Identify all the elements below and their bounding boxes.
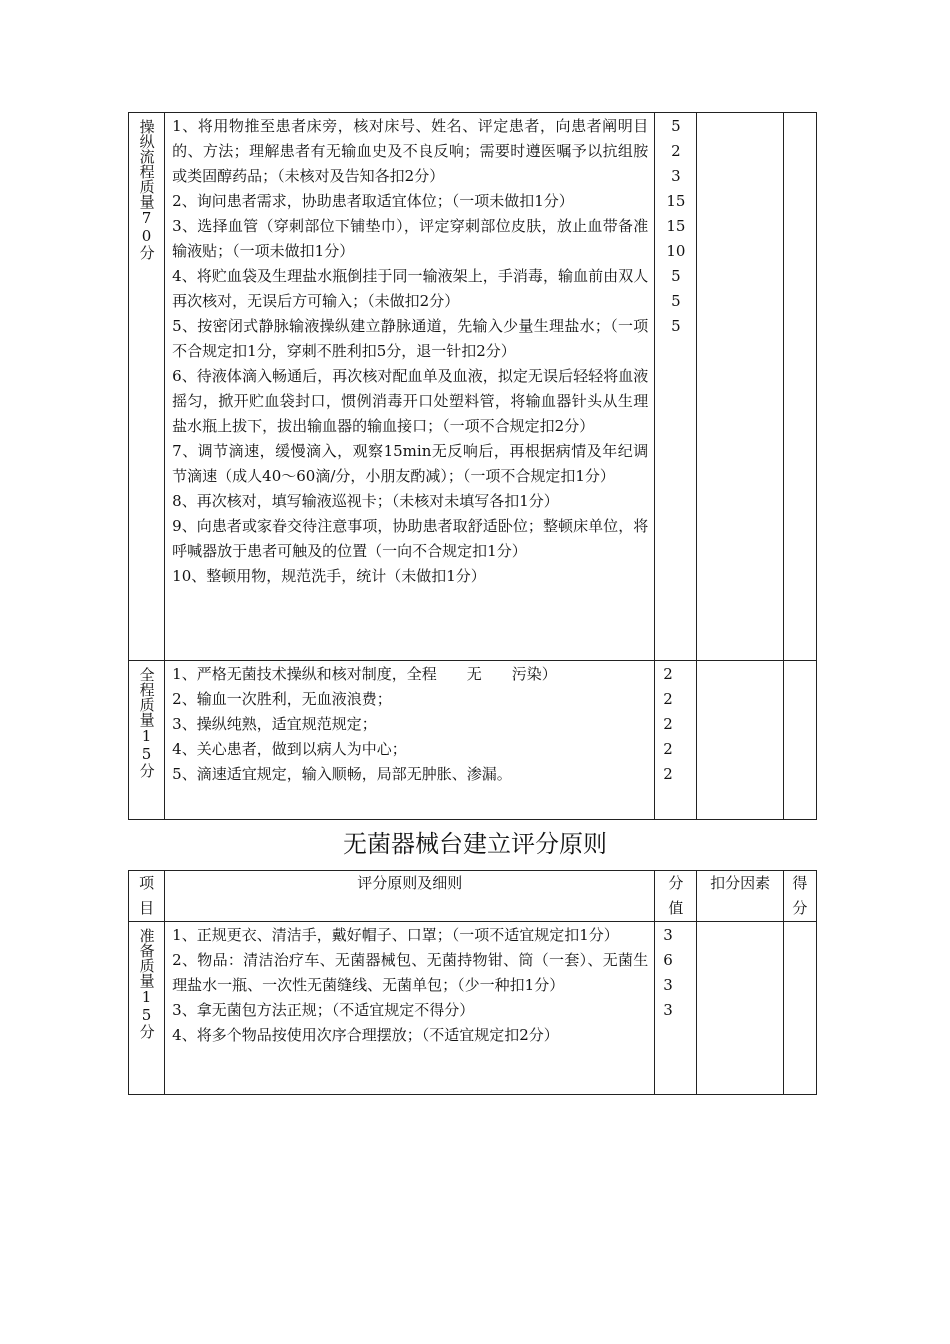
point-value: 2	[663, 715, 673, 733]
criteria-item: 8、再次核对，填写输液巡视卡；（未核对未填写各扣1分）	[172, 492, 559, 510]
criteria-item: 1、严格无菌技术操纵和核对制度，全程 无 污染）	[172, 665, 557, 683]
row-label-cell	[129, 922, 165, 1095]
point-value: 5	[671, 317, 681, 335]
criteria-item: 5、按密闭式静脉输液操纵建立静脉通道，先输入少量生理盐水；（一项不合规定扣1分，穿刺不胜利扣5分，退一针扣2分）	[172, 317, 649, 360]
criteria-cell	[165, 661, 655, 820]
section-title: 无菌器械台建立评分原则	[343, 830, 607, 858]
header-row	[129, 871, 817, 922]
point-value: 6	[663, 951, 673, 969]
scoring-table-2	[128, 870, 817, 1095]
point-value: 10	[666, 242, 686, 260]
deduction-cell	[697, 113, 783, 661]
point-value: 5	[671, 292, 681, 310]
score-cell	[783, 922, 816, 1095]
point-value: 3	[663, 1001, 673, 1019]
criteria-item: 7、调节滴速，缓慢滴入，观察15min无反响后，再根据病情及年纪调节滴速（成人40～60滴/分，小朋友酌减）；（一项不合规定扣1分）	[172, 442, 649, 485]
points-cell	[655, 113, 697, 661]
deduction-cell	[697, 922, 783, 1095]
criteria-item: 10、整顿用物，规范洗手，统计（未做扣1分）	[172, 567, 486, 585]
criteria-item: 5、滴速适宜规定，输入顺畅，局部无肿胀、渗漏。	[172, 765, 512, 783]
criteria-item: 3、操纵纯熟，适宜规范规定；	[172, 715, 377, 733]
criteria-item: 1、将用物推至患者床旁，核对床号、姓名、评定患者，向患者阐明目的、方法；理解患者有无输血史及不良反响；需要时遵医嘱予以抗组胺或类固醇药品；（未核对及告知各扣2分）	[172, 117, 649, 185]
point-value: 2	[663, 740, 673, 758]
deduction-cell	[697, 661, 783, 820]
point-value: 2	[671, 142, 681, 160]
criteria-item: 3、选择血管（穿刺部位下铺垫巾），评定穿刺部位皮肤，放止血带备准 输液贴；（一项未做扣1分）	[172, 217, 664, 260]
criteria-item: 4、将多个物品按使用次序合理摆放；（不适宜规定扣2分）	[172, 1026, 559, 1044]
row-label-cell	[129, 113, 165, 661]
criteria-item: 6、待液体滴入畅通后，再次核对配血单及血液，拟定无误后轻轻将血液摇匀，掀开贮血袋封口，惯例消毒开口处塑料管，将输血器针头从生理盐水瓶上拔下，拔出输血器的输血接口；（一项不合规定扣2分）	[172, 367, 649, 435]
point-value: 2	[663, 690, 673, 708]
header-item: 项目	[129, 871, 165, 922]
points-cell	[655, 922, 697, 1095]
header-points: 分值	[655, 871, 697, 922]
header-deduction: 扣分因素	[697, 871, 783, 922]
points-cell	[655, 661, 697, 820]
criteria-item: 4、将贮血袋及生理盐水瓶倒挂于同一输液架上，手消毒，输血前由双人再次核对，无误后方可输入；（未做扣2分）	[172, 267, 649, 310]
criteria-item: 3、拿无菌包方法正规；（不适宜规定不得分）	[172, 1001, 475, 1019]
table-row	[129, 113, 817, 661]
criteria-item: 2、物品：清洁治疗车、无菌器械包、无菌持物钳、筒（一套）、无菌生理盐水一瓶、一次性无菌缝线、无菌单包；（少一种扣1分）	[172, 951, 649, 994]
criteria-item: 4、关心患者，做到以病人为中心；	[172, 740, 407, 758]
point-value: 3	[671, 167, 681, 185]
point-value: 2	[663, 665, 673, 683]
point-value: 3	[663, 976, 673, 994]
header-score: 得分	[783, 871, 816, 922]
score-cell	[783, 113, 816, 661]
header-criteria: 评分原则及细则	[165, 871, 655, 922]
point-value: 5	[671, 117, 681, 135]
criteria-cell	[165, 113, 664, 661]
point-value: 15	[666, 217, 686, 235]
criteria-item: 1、正规更衣、清洁手，戴好帽子、口罩；（一项不适宜规定扣1分）	[172, 926, 619, 944]
row-label: 操纵流程质量70分	[137, 119, 156, 260]
scoring-table-1	[128, 112, 817, 820]
point-value: 2	[663, 765, 673, 783]
table-row	[129, 922, 817, 1095]
point-value: 3	[663, 926, 673, 944]
criteria-item: 2、询问患者需求，协助患者取适宜体位；（一项未做扣1分）	[172, 192, 574, 210]
point-value: 5	[671, 267, 681, 285]
row-label: 全程质量15分	[137, 667, 156, 778]
criteria-item: 9、向患者或家眷交待注意事项，协助患者取舒适卧位；整顿床单位，将呼喊器放于患者可触及的位置（一向不合规定扣1分）	[172, 517, 649, 560]
score-cell	[783, 661, 816, 820]
row-label-cell	[129, 661, 165, 820]
criteria-cell	[165, 922, 655, 1095]
row-label: 准备质量15分	[137, 928, 156, 1039]
criteria-item: 2、输血一次胜利，无血液浪费；	[172, 690, 392, 708]
point-value: 15	[666, 192, 686, 210]
table-row	[129, 661, 817, 820]
